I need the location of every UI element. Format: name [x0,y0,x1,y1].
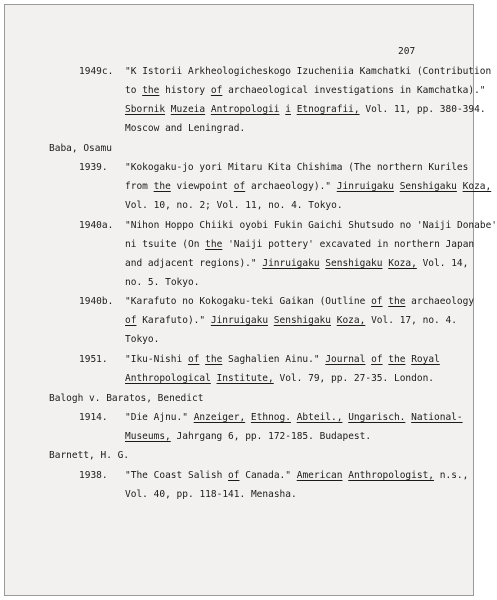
entry-year: 1914. [79,412,108,423]
entry-year: 1940a. [79,220,114,231]
citation-line: Vol. 40, pp. 118-141. Menasha. [125,489,297,500]
author-heading: Baba, Osamu [49,143,112,154]
citation-line: "Kokogaku-jo yori Mitaru Kita Chishima (The northern Kuriles [125,162,469,173]
citation-line: no. 5. Tokyo. [125,277,200,288]
author-heading: Balogh v. Baratos, Benedict [49,393,204,404]
citation-line: ni tsuite (On the 'Naiji pottery' excavated in northern Japan [125,239,475,250]
author-heading: Barnett, H. G. [49,450,130,461]
entry-year: 1949c. [79,66,114,77]
citation-line: "Die Ajnu." Anzeiger, Ethnog. Abteil., Ungarisch. National- [125,412,463,423]
citation-line: Vol. 10, no. 2; Vol. 11, no. 4. Tokyo. [125,200,343,211]
citation-line: Sbornik Muzeia Antropologii i Etnografii, Vol. 11, pp. 380-394. [125,104,486,115]
citation-line: of Karafuto)." Jinruigaku Senshigaku Koza, Vol. 17, no. 4. [125,315,457,326]
citation-line: "Nihon Hoppo Chiiki oyobi Fukin Gaichi Shutsudo no 'Naiji Donabe' [125,220,497,231]
citation-line: Moscow and Leningrad. [125,123,246,134]
citation-line: and adjacent regions)." Jinruigaku Senshigaku Koza, Vol. 14, [125,258,469,269]
entry-year: 1940b. [79,296,114,307]
citation-line: Tokyo. [125,334,160,345]
entry-year: 1951. [79,354,108,365]
page-number: 207 [398,46,416,57]
citation-line: "Iku-Nishi of the Saghalien Ainu." Journal of the Royal [125,354,440,365]
citation-line: from the viewpoint of archaeology)." Jinruigaku Senshigaku Koza, [125,181,492,192]
citation-line: "K Istorii Arkheologicheskogo Izucheniia Kamchatki (Contribution [125,66,492,77]
citation-line: Museums, Jahrgang 6, pp. 172-185. Budapest. [125,431,372,442]
citation-line: "The Coast Salish of Canada." American Anthropologist, n.s., [125,470,469,481]
entry-year: 1939. [79,162,108,173]
entry-year: 1938. [79,470,108,481]
citation-line: to the history of archaeological investigations in Kamchatka)." [125,85,486,96]
citation-line: "Karafuto no Kokogaku-teki Gaikan (Outline of the archaeology [125,296,475,307]
citation-line: Anthropological Institute, Vol. 79, pp. 27-35. London. [125,373,435,384]
document-page [4,4,497,596]
